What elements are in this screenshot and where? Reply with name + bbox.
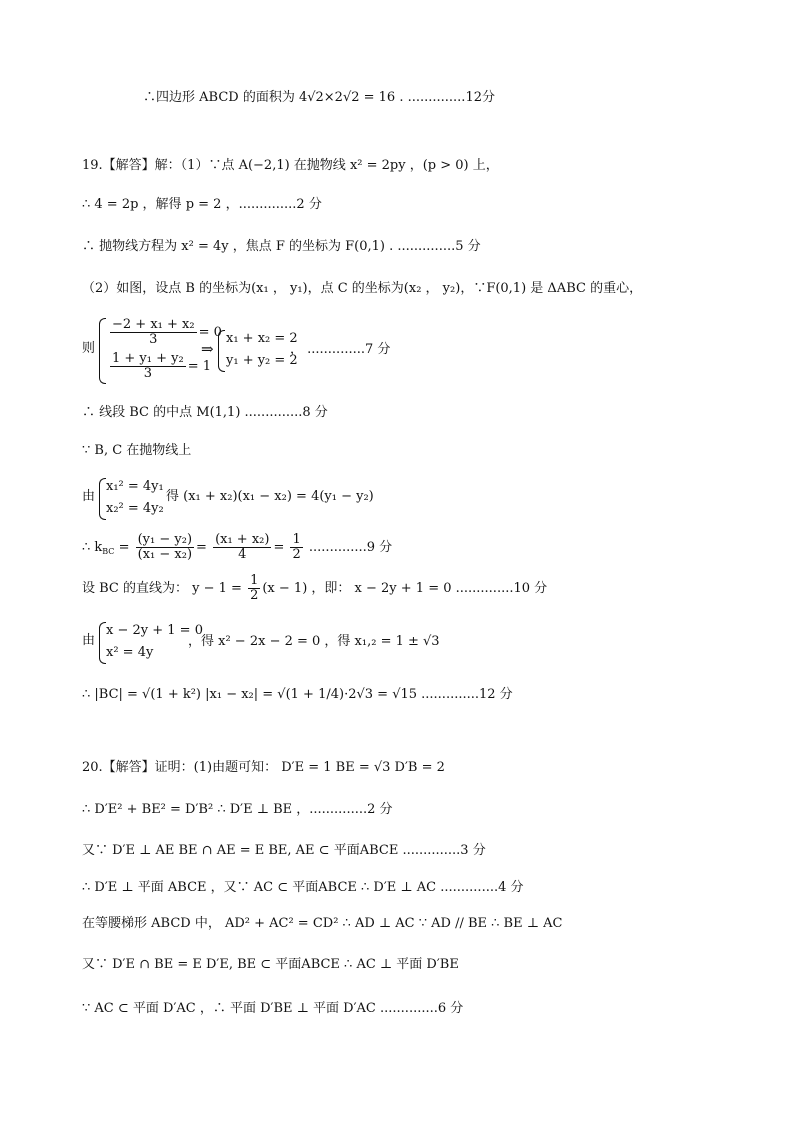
- perpendicular-plane-line: 又∵ D′E ⊥ AE BE ∩ AE = E BE, AE ⊂ 平面ABCE ..............3 分: [82, 843, 486, 858]
- intersection-eq-2: x² = 4y: [106, 645, 154, 660]
- ac-perp-plane-line: 又∵ D′E ∩ BE = E D′E, BE ⊂ 平面ABCE ∴ AC ⊥ 平面 D′BE: [82, 957, 459, 972]
- intersection-eq-1: x − 2y + 1 = 0: [106, 623, 203, 638]
- system-result-1: x₁ + x₂ = 2: [226, 331, 298, 346]
- on-parabola-line: ∵ B, C 在抛物线上: [82, 443, 192, 458]
- system-result-2: y₁ + y₂ = 2: [226, 353, 298, 368]
- parabola-equation-line: ∴ 抛物线方程为 x² = 4y ，焦点 F 的坐标为 F(0,1) . ..............5 分: [82, 239, 481, 254]
- midpoint-line: ∴ 线段 BC 的中点 M(1,1) ..............8 分: [82, 405, 328, 420]
- left-brace-3: [99, 622, 106, 664]
- system-eq-2: $\frac{\text{1 + y₁ + y₂}}{3}$ = 1: [112, 351, 211, 381]
- parabola-eq-1: x₁² = 4y₁: [106, 479, 164, 494]
- left-brace-2: [99, 478, 106, 520]
- system-score: ， ..............7 分: [290, 342, 391, 357]
- implies-arrow: ⇒: [201, 340, 214, 358]
- difference-result: 得 (x₁ + x₂)(x₁ − x₂) = 4(y₁ − y₂): [166, 489, 374, 504]
- then-label: 则: [82, 341, 96, 356]
- right-brace: [218, 330, 225, 372]
- area-conclusion-line: ∴四边形 ABCD 的面积为 4√2×2√2 = 16 . ..............12分: [143, 90, 495, 105]
- slope-line: ∴ $k_{BC}$ = $\frac{\text{(y₁ − y₂)}}{\text{(x₁ − x₂)}}$ = $\frac{\text{(x₁ + x₂)}}{4}$ = $\frac{1}{2}$ ..............9 分: [82, 532, 393, 562]
- system-eq-1: $\frac{\text{−2 + x₁ + x₂}}{3}$ = 0: [112, 317, 222, 347]
- from-label: 由: [82, 489, 96, 504]
- parabola-eq-2: x₂² = 4y₂: [106, 501, 164, 516]
- plane-perp-line: ∵ AC ⊂ 平面 D′AC ，∴ 平面 D′BE ⊥ 平面 D′AC ..............6 分: [82, 1001, 464, 1016]
- q19-header-line: 19.【解答】解：（1）∵点 A(−2,1) 在抛物线 x² = 2py ，(p > 0) 上，: [82, 158, 499, 173]
- left-brace: [99, 318, 106, 384]
- de-perp-ac-line: ∴ D′E ⊥ 平面 ABCE ，又∵ AC ⊂ 平面ABCE ∴ D′E ⊥ AC ..............4 分: [82, 880, 524, 895]
- q20-header-line: 20.【解答】证明：(1)由题可知： D′E = 1 BE = √3 D′B = 2: [82, 760, 445, 775]
- line-bc-equation: 设 BC 的直线为： y − 1 = $\frac{1}{2}$ (x − 1) ，即： x − 2y + 1 = 0 ..............10 分: [82, 573, 548, 603]
- centroid-setup-line: （2）如图，设点 B 的坐标为(x₁ ， y₁)，点 C 的坐标为(x₂ ， y₂)，∵F(0,1) 是 ΔABC 的重心，: [82, 281, 643, 296]
- trapezoid-line: 在等腰梯形 ABCD 中， AD² + AC² = CD² ∴ AD ⊥ AC ∵ AD // BE ∴ BE ⊥ AC: [82, 916, 563, 931]
- solve-p-line: ∴ 4 = 2p ，解得 p = 2 ，..............2 分: [82, 197, 322, 212]
- chord-length-line: ∴ |BC| = √(1 + k²) |x₁ − x₂| = √(1 + 1/4)·2√3 = √15 ..............12 分: [82, 687, 513, 702]
- from-label-2: 由: [82, 633, 96, 648]
- quadratic-roots: ，得 x² − 2x − 2 = 0 ，得 x₁,₂ = 1 ± √3: [188, 634, 440, 649]
- pythagoras-line: ∴ D′E² + BE² = D′B² ∴ D′E ⊥ BE ，..............2 分: [82, 802, 393, 817]
